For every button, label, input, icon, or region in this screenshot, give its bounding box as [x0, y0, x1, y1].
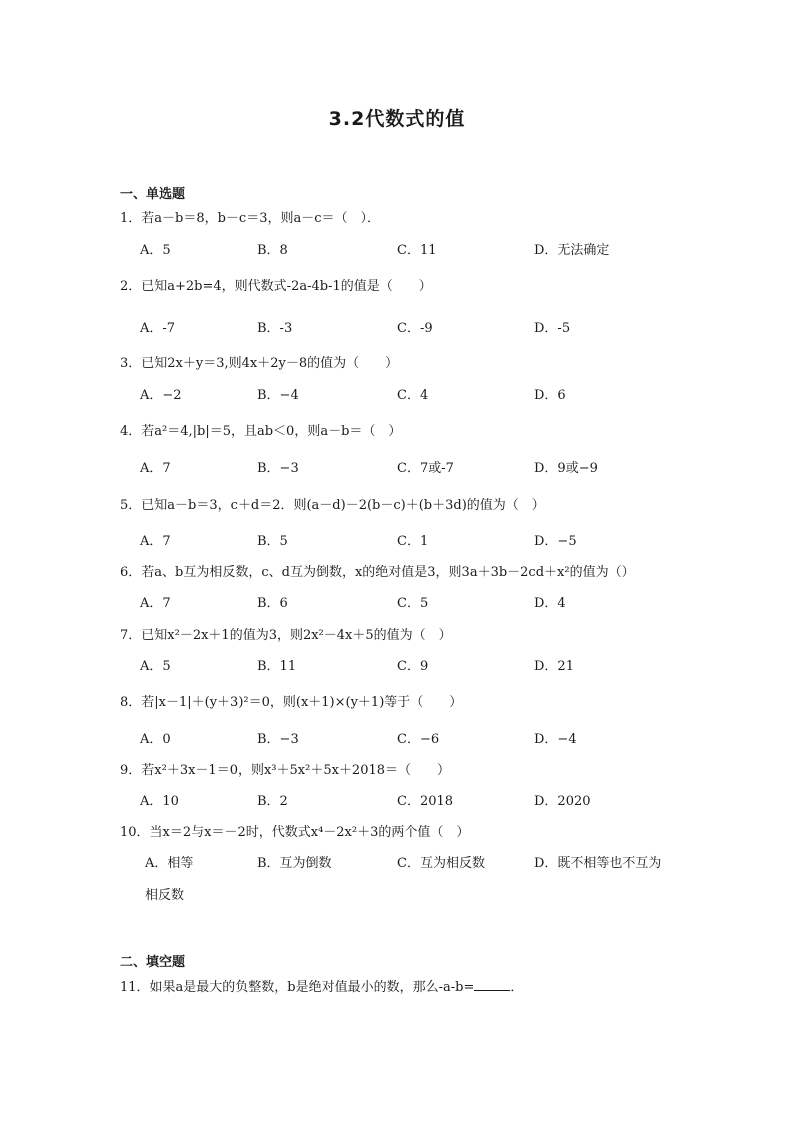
option-b: B．8: [257, 243, 288, 258]
question-10-options: [145, 852, 705, 872]
question-11-text: 11．如果a是最大的负整数，b是绝对值最小的数，那么-a-b=: [120, 980, 475, 995]
option-c: C．4: [397, 388, 429, 403]
option-b: B．11: [257, 659, 297, 674]
question-11-end: ．: [510, 980, 524, 995]
option-a: A．7: [140, 596, 171, 611]
option-b: B．−4: [257, 388, 299, 403]
question-7: 7．已知x²－2x＋1的值为3，则2x²－4x＋5的值为（ ）: [120, 628, 452, 643]
option-c: C．-9: [397, 321, 433, 336]
option-b: B．6: [257, 596, 288, 611]
option-d: D．既不相等也不互为: [534, 856, 662, 871]
option-b: B．−3: [257, 732, 299, 747]
question-6: 6．若a、b互为相反数，c、d互为倒数，x的绝对值是3，则3a＋3b－2cd＋x²的值为（）: [120, 565, 635, 580]
question-1-options: [140, 239, 700, 259]
answer-blank[interactable]: [474, 978, 510, 991]
option-a: A．7: [140, 534, 171, 549]
option-a: A．相等: [145, 856, 194, 871]
question-1: 1．若a－b＝8，b－c＝3，则a－c＝（ ）．: [120, 211, 381, 226]
question-10: 10．当x＝2与x＝－2时，代数式x⁴－2x²＋3的两个值（ ）: [120, 825, 470, 840]
option-b: B．互为倒数: [257, 856, 332, 871]
option-c: C．7或-7: [397, 461, 454, 476]
option-d: D．无法确定: [534, 243, 610, 258]
option-b: B．−3: [257, 461, 299, 476]
option-a: A．0: [140, 732, 171, 747]
section-heading-fill-in: 二、填空题: [120, 955, 186, 970]
question-5: 5．已知a－b＝3，c＋d＝2．则(a－d)－2(b－c)＋(b＋3d)的值为（ ）: [120, 498, 545, 513]
question-8: 8．若|x－1|＋(y＋3)²＝0，则(x＋1)×(y＋1)等于（ ）: [120, 695, 463, 710]
question-5-options: [140, 530, 700, 550]
option-a: A．10: [140, 794, 179, 809]
question-4: 4．若a²＝4,|b|＝5，且ab＜0，则a－b＝（ ）: [120, 424, 402, 439]
option-c: C．9: [397, 659, 429, 674]
option-b: B．2: [257, 794, 288, 809]
question-11: [120, 976, 680, 995]
option-c: C．1: [397, 534, 429, 549]
option-c: C．−6: [397, 732, 440, 747]
option-d: D．21: [534, 659, 574, 674]
option-d-continuation: 相反数: [145, 888, 185, 903]
option-a: A．5: [140, 659, 171, 674]
option-a: A．7: [140, 461, 171, 476]
option-c: C．互为相反数: [397, 856, 485, 871]
question-9: 9．若x²＋3x－1＝0，则x³＋5x²＋5x＋2018＝（ ）: [120, 763, 451, 778]
option-d: D．-5: [534, 321, 571, 336]
option-d: D．4: [534, 596, 566, 611]
option-a: A．5: [140, 243, 171, 258]
question-4-options: [140, 457, 700, 477]
section-heading-multiple-choice: 一、单选题: [120, 187, 186, 202]
question-2-options: [140, 317, 700, 337]
option-c: C．2018: [397, 794, 454, 809]
question-7-options: [140, 655, 700, 675]
option-a: A．-7: [140, 321, 176, 336]
question-9-options: [140, 790, 700, 810]
option-c: C．5: [397, 596, 429, 611]
question-3-options: [140, 384, 700, 404]
option-b: B．5: [257, 534, 288, 549]
option-b: B．-3: [257, 321, 293, 336]
question-2: 2．已知a+2b=4，则代数式-2a-4b-1的值是（ ）: [120, 279, 432, 294]
option-d: D．−5: [534, 534, 577, 549]
option-d: D．2020: [534, 794, 591, 809]
option-a: A．−2: [140, 388, 182, 403]
question-3: 3．已知2x＋y＝3,则4x＋2y－8的值为（ ）: [120, 356, 399, 371]
option-d: D．6: [534, 388, 566, 403]
question-6-options: [140, 592, 700, 612]
page-title: 3.2代数式的值: [328, 108, 466, 130]
question-8-options: [140, 728, 700, 748]
option-c: C．11: [397, 243, 437, 258]
option-d: D．9或−9: [534, 461, 598, 476]
option-d: D．−4: [534, 732, 577, 747]
